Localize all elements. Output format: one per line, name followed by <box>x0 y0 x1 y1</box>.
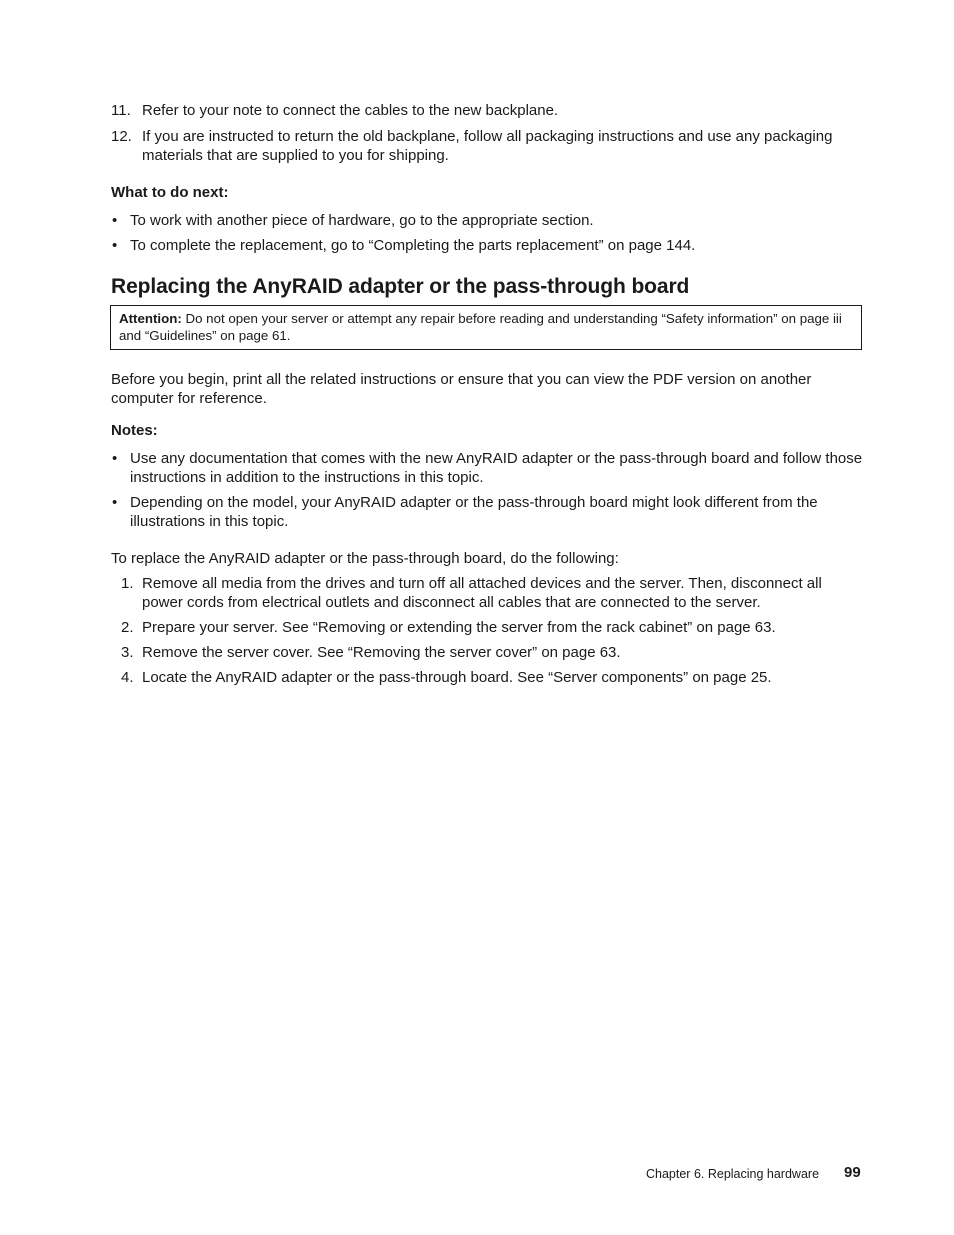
step-number: 3. <box>121 644 134 661</box>
section-title: Replacing the AnyRAID adapter or the pass-through board <box>111 275 690 298</box>
list-item-text: Depending on the model, your AnyRAID adapter or the pass-through board might look different from the illustrations in this topic. <box>130 494 818 530</box>
step-number: 4. <box>121 669 134 686</box>
page-number: 99 <box>844 1164 861 1181</box>
step-text: Refer to your note to connect the cables to the new backplane. <box>142 102 559 119</box>
bullet: • <box>112 237 118 254</box>
bullet: • <box>112 450 118 467</box>
step-text: Remove all media from the drives and turn off all attached devices and the server. Then, disconnect all power cords from electrical outlets and disconnect all cables that are connected to the server. <box>142 575 822 611</box>
notes-heading: Notes: <box>111 422 158 439</box>
procedure-intro: To replace the AnyRAID adapter or the pass-through board, do the following: <box>111 550 619 567</box>
attention-text: Do not open your server or attempt any repair before reading and understanding “Safety information” on page iii and “Guidelines” on page 61. <box>119 311 842 343</box>
step-text: If you are instructed to return the old backplane, follow all packaging instructions and use any packaging materials that are supplied to you for shipping. <box>142 128 833 164</box>
attention-box <box>110 305 862 350</box>
what-next-heading: What to do next: <box>111 184 229 201</box>
footer-chapter: Chapter 6. Replacing hardware <box>646 1167 820 1181</box>
step-number: 2. <box>121 619 134 636</box>
bullet: • <box>112 494 118 511</box>
step-text: Remove the server cover. See “Removing the server cover” on page 63. <box>142 644 621 661</box>
step-text: Locate the AnyRAID adapter or the pass-through board. See “Server components” on page 25. <box>142 669 772 686</box>
step-number: 1. <box>121 575 134 592</box>
intro-paragraph: Before you begin, print all the related instructions or ensure that you can view the PDF version on another computer for reference. <box>111 371 812 407</box>
list-item-text: Use any documentation that comes with the new AnyRAID adapter or the pass-through board and follow those instructions in addition to the instructions in this topic. <box>130 450 863 486</box>
step-text: Prepare your server. See “Removing or extending the server from the rack cabinet” on page 63. <box>142 619 776 636</box>
bullet: • <box>112 212 118 229</box>
step-number: 11. <box>111 102 131 119</box>
attention-label: Attention: <box>119 311 182 326</box>
list-item-text: To work with another piece of hardware, go to the appropriate section. <box>130 212 594 229</box>
list-item-text: To complete the replacement, go to “Completing the parts replacement” on page 144. <box>130 237 696 254</box>
step-number: 12. <box>111 128 132 145</box>
